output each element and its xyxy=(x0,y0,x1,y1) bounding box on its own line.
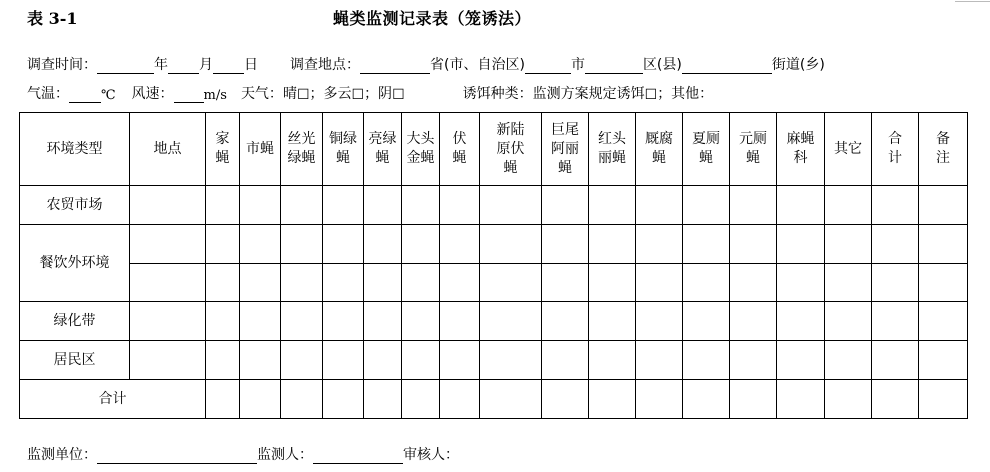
weather-label: 天气： xyxy=(240,86,283,102)
data-cell[interactable] xyxy=(825,341,872,380)
col-header-others: 其它 xyxy=(825,113,872,186)
data-cell[interactable] xyxy=(206,186,240,225)
data-cell[interactable] xyxy=(240,264,281,302)
data-cell[interactable] xyxy=(440,225,480,264)
data-cell[interactable] xyxy=(323,186,364,225)
col-header-fannia-canicularis: 夏厕蝇 xyxy=(683,113,730,186)
street-field[interactable] xyxy=(682,59,772,74)
monitoring-unit-field[interactable] xyxy=(97,449,257,464)
street-label: 街道(乡) xyxy=(771,57,825,73)
data-cell[interactable] xyxy=(364,380,402,419)
table-number: 表 3-1 xyxy=(27,9,78,28)
data-cell[interactable] xyxy=(402,225,440,264)
data-cell[interactable] xyxy=(825,302,872,341)
row-label-farmers-market: 农贸市场 xyxy=(20,186,130,225)
data-cell[interactable] xyxy=(872,380,919,419)
data-cell[interactable] xyxy=(402,380,440,419)
bait-standard-checkbox[interactable]: ☐ xyxy=(644,87,658,103)
wind-field[interactable] xyxy=(174,88,204,103)
data-cell[interactable] xyxy=(364,186,402,225)
top-rule-line xyxy=(955,1,990,2)
data-cell[interactable] xyxy=(130,186,206,225)
data-cell[interactable] xyxy=(542,302,589,341)
data-cell[interactable] xyxy=(825,264,872,302)
col-header-calliphora: 红头丽蝇 xyxy=(589,113,636,186)
monitoring-unit-label: 监测单位： xyxy=(27,447,97,463)
data-cell[interactable] xyxy=(919,225,968,264)
survey-time-label: 调查时间： xyxy=(27,57,97,73)
reviewer-label: 审核人： xyxy=(403,447,459,463)
data-cell[interactable] xyxy=(872,186,919,225)
table-row-total xyxy=(20,380,968,419)
data-cell[interactable] xyxy=(683,264,730,302)
data-cell[interactable] xyxy=(589,264,636,302)
data-cell[interactable] xyxy=(364,341,402,380)
month-field[interactable] xyxy=(168,59,199,74)
data-cell[interactable] xyxy=(240,380,281,419)
data-cell[interactable] xyxy=(683,380,730,419)
data-cell[interactable] xyxy=(636,302,683,341)
data-cell[interactable] xyxy=(777,380,825,419)
data-cell[interactable] xyxy=(440,380,480,419)
data-cell[interactable] xyxy=(440,341,480,380)
data-cell[interactable] xyxy=(402,341,440,380)
data-cell[interactable] xyxy=(240,186,281,225)
wind-unit: m/s xyxy=(203,88,227,103)
data-cell[interactable] xyxy=(919,341,968,380)
data-cell[interactable] xyxy=(589,341,636,380)
col-header-musca-domestica: 家蝇 xyxy=(206,113,240,186)
data-cell[interactable] xyxy=(480,341,542,380)
data-cell[interactable] xyxy=(206,341,240,380)
data-cell[interactable] xyxy=(730,302,777,341)
data-cell[interactable] xyxy=(240,302,281,341)
data-cell[interactable] xyxy=(206,264,240,302)
data-cell[interactable] xyxy=(636,264,683,302)
data-cell[interactable] xyxy=(480,225,542,264)
data-cell[interactable] xyxy=(919,186,968,225)
col-header-phormia-regina: 伏蝇 xyxy=(440,113,480,186)
data-cell[interactable] xyxy=(480,302,542,341)
monitor-label: 监测人： xyxy=(257,447,313,463)
data-cell[interactable] xyxy=(480,186,542,225)
col-header-lucilia-sericata: 丝光绿蝇 xyxy=(281,113,323,186)
district-field[interactable] xyxy=(585,59,643,74)
data-cell[interactable] xyxy=(542,186,589,225)
bait-label: 诱饵种类： xyxy=(462,86,533,102)
data-cell[interactable] xyxy=(683,302,730,341)
data-cell[interactable] xyxy=(323,264,364,302)
row-label-green-belt: 绿化带 xyxy=(20,302,130,341)
data-cell[interactable] xyxy=(683,186,730,225)
col-header-chrysomya-megacephala: 大头金蝇 xyxy=(402,113,440,186)
data-cell[interactable] xyxy=(130,302,206,341)
data-cell[interactable] xyxy=(364,302,402,341)
wind-label: 风速： xyxy=(131,86,174,102)
weather-overcast-label: ；阴 xyxy=(364,86,393,102)
table-row-catering-1 xyxy=(20,225,968,264)
row-label-total: 合计 xyxy=(20,380,206,419)
row-label-catering-exterior: 餐饮外环境 xyxy=(20,225,130,302)
weather-sunny-label: 晴 xyxy=(282,86,297,102)
data-cell[interactable] xyxy=(402,186,440,225)
data-cell[interactable] xyxy=(825,225,872,264)
fly-record-table xyxy=(19,112,968,419)
data-cell[interactable] xyxy=(636,186,683,225)
data-cell[interactable] xyxy=(589,186,636,225)
data-cell[interactable] xyxy=(240,341,281,380)
data-cell[interactable] xyxy=(730,341,777,380)
data-cell[interactable] xyxy=(777,186,825,225)
data-cell[interactable] xyxy=(683,341,730,380)
col-header-sarcophagidae: 麻蝇科 xyxy=(777,113,825,186)
col-header-environment: 环境类型 xyxy=(20,113,130,186)
monitor-field[interactable] xyxy=(313,449,403,464)
table-header-row xyxy=(20,113,968,186)
data-cell[interactable] xyxy=(636,380,683,419)
data-cell[interactable] xyxy=(919,264,968,302)
data-cell[interactable] xyxy=(872,264,919,302)
data-cell[interactable] xyxy=(281,225,323,264)
data-cell[interactable] xyxy=(480,264,542,302)
data-cell[interactable] xyxy=(730,225,777,264)
data-cell[interactable] xyxy=(281,186,323,225)
data-cell[interactable] xyxy=(323,225,364,264)
data-cell[interactable] xyxy=(281,380,323,419)
city-label: 市 xyxy=(570,57,585,73)
bait-standard-label: 监测方案规定诱饵 xyxy=(532,86,645,102)
col-header-fannia-prisca: 元厕蝇 xyxy=(730,113,777,186)
survey-place-label: 调查地点： xyxy=(290,57,360,73)
data-cell[interactable] xyxy=(480,380,542,419)
temperature-label: 气温： xyxy=(27,86,69,102)
table-row-green-belt xyxy=(20,302,968,341)
col-header-lucilia-cuprina: 铜绿蝇 xyxy=(323,113,364,186)
data-cell[interactable] xyxy=(589,302,636,341)
province-field[interactable] xyxy=(360,59,430,74)
page-title: 蝇类监测记录表（笼诱法） xyxy=(333,9,532,28)
data-cell[interactable] xyxy=(683,225,730,264)
data-cell[interactable] xyxy=(364,225,402,264)
weather-bait-line xyxy=(27,83,713,103)
year-label: 年 xyxy=(154,57,168,73)
day-label: 日 xyxy=(244,57,258,73)
table-row-farmers-market xyxy=(20,186,968,225)
bait-other-label: ；其他： xyxy=(657,86,714,102)
data-cell[interactable] xyxy=(130,225,206,264)
data-cell[interactable] xyxy=(130,341,206,380)
col-header-aldrichina: 巨尾阿丽蝇 xyxy=(542,113,589,186)
data-cell[interactable] xyxy=(542,225,589,264)
row-label-residential: 居民区 xyxy=(20,341,130,380)
data-cell[interactable] xyxy=(323,341,364,380)
col-header-location: 地点 xyxy=(130,113,206,186)
data-cell[interactable] xyxy=(777,341,825,380)
data-cell[interactable] xyxy=(206,380,240,419)
data-cell[interactable] xyxy=(589,380,636,419)
data-cell[interactable] xyxy=(364,264,402,302)
col-header-lucilia-illustris: 亮绿蝇 xyxy=(364,113,402,186)
data-cell[interactable] xyxy=(206,302,240,341)
year-field[interactable] xyxy=(97,59,154,74)
weather-sunny-checkbox[interactable]: ☐ xyxy=(296,87,310,103)
data-cell[interactable] xyxy=(919,380,968,419)
data-cell[interactable] xyxy=(919,302,968,341)
data-cell[interactable] xyxy=(281,264,323,302)
day-field[interactable] xyxy=(213,59,244,74)
temperature-field[interactable] xyxy=(69,88,101,103)
data-cell[interactable] xyxy=(206,225,240,264)
weather-cloudy-checkbox[interactable]: ☐ xyxy=(351,87,365,103)
data-cell[interactable] xyxy=(281,302,323,341)
data-cell[interactable] xyxy=(825,380,872,419)
data-cell[interactable] xyxy=(440,264,480,302)
col-header-total: 合计 xyxy=(872,113,919,186)
table-row-residential xyxy=(20,341,968,380)
data-cell[interactable] xyxy=(402,264,440,302)
survey-time-place-line xyxy=(27,54,825,74)
data-cell[interactable] xyxy=(542,380,589,419)
data-cell[interactable] xyxy=(130,264,206,302)
data-cell[interactable] xyxy=(777,225,825,264)
data-cell[interactable] xyxy=(402,302,440,341)
data-cell[interactable] xyxy=(777,302,825,341)
district-label: 区(县) xyxy=(642,57,682,73)
table-row-catering-2 xyxy=(20,264,968,302)
data-cell[interactable] xyxy=(872,302,919,341)
data-cell[interactable] xyxy=(323,380,364,419)
month-label: 月 xyxy=(199,57,213,73)
data-cell[interactable] xyxy=(730,264,777,302)
data-cell[interactable] xyxy=(730,380,777,419)
temperature-unit: ℃ xyxy=(101,88,116,103)
data-cell[interactable] xyxy=(440,186,480,225)
col-header-remarks: 备注 xyxy=(919,113,968,186)
col-header-muscina-stabulans: 厩腐蝇 xyxy=(636,113,683,186)
col-header-musca-sorbens: 市蝇 xyxy=(240,113,281,186)
weather-overcast-checkbox[interactable]: ☐ xyxy=(392,87,405,103)
data-cell[interactable] xyxy=(872,341,919,380)
data-cell[interactable] xyxy=(872,225,919,264)
data-cell[interactable] xyxy=(440,302,480,341)
province-label: 省(市、自治区) xyxy=(430,57,525,73)
data-cell[interactable] xyxy=(281,341,323,380)
weather-cloudy-label: ；多云 xyxy=(309,86,352,102)
data-cell[interactable] xyxy=(825,186,872,225)
data-cell[interactable] xyxy=(323,302,364,341)
data-cell[interactable] xyxy=(240,225,281,264)
data-cell[interactable] xyxy=(589,225,636,264)
data-cell[interactable] xyxy=(777,264,825,302)
data-cell[interactable] xyxy=(636,225,683,264)
data-cell[interactable] xyxy=(730,186,777,225)
data-cell[interactable] xyxy=(542,341,589,380)
city-field[interactable] xyxy=(525,59,571,74)
signature-line xyxy=(27,444,459,464)
data-cell[interactable] xyxy=(542,264,589,302)
data-cell[interactable] xyxy=(636,341,683,380)
col-header-protophormia: 新陆原伏蝇 xyxy=(480,113,542,186)
